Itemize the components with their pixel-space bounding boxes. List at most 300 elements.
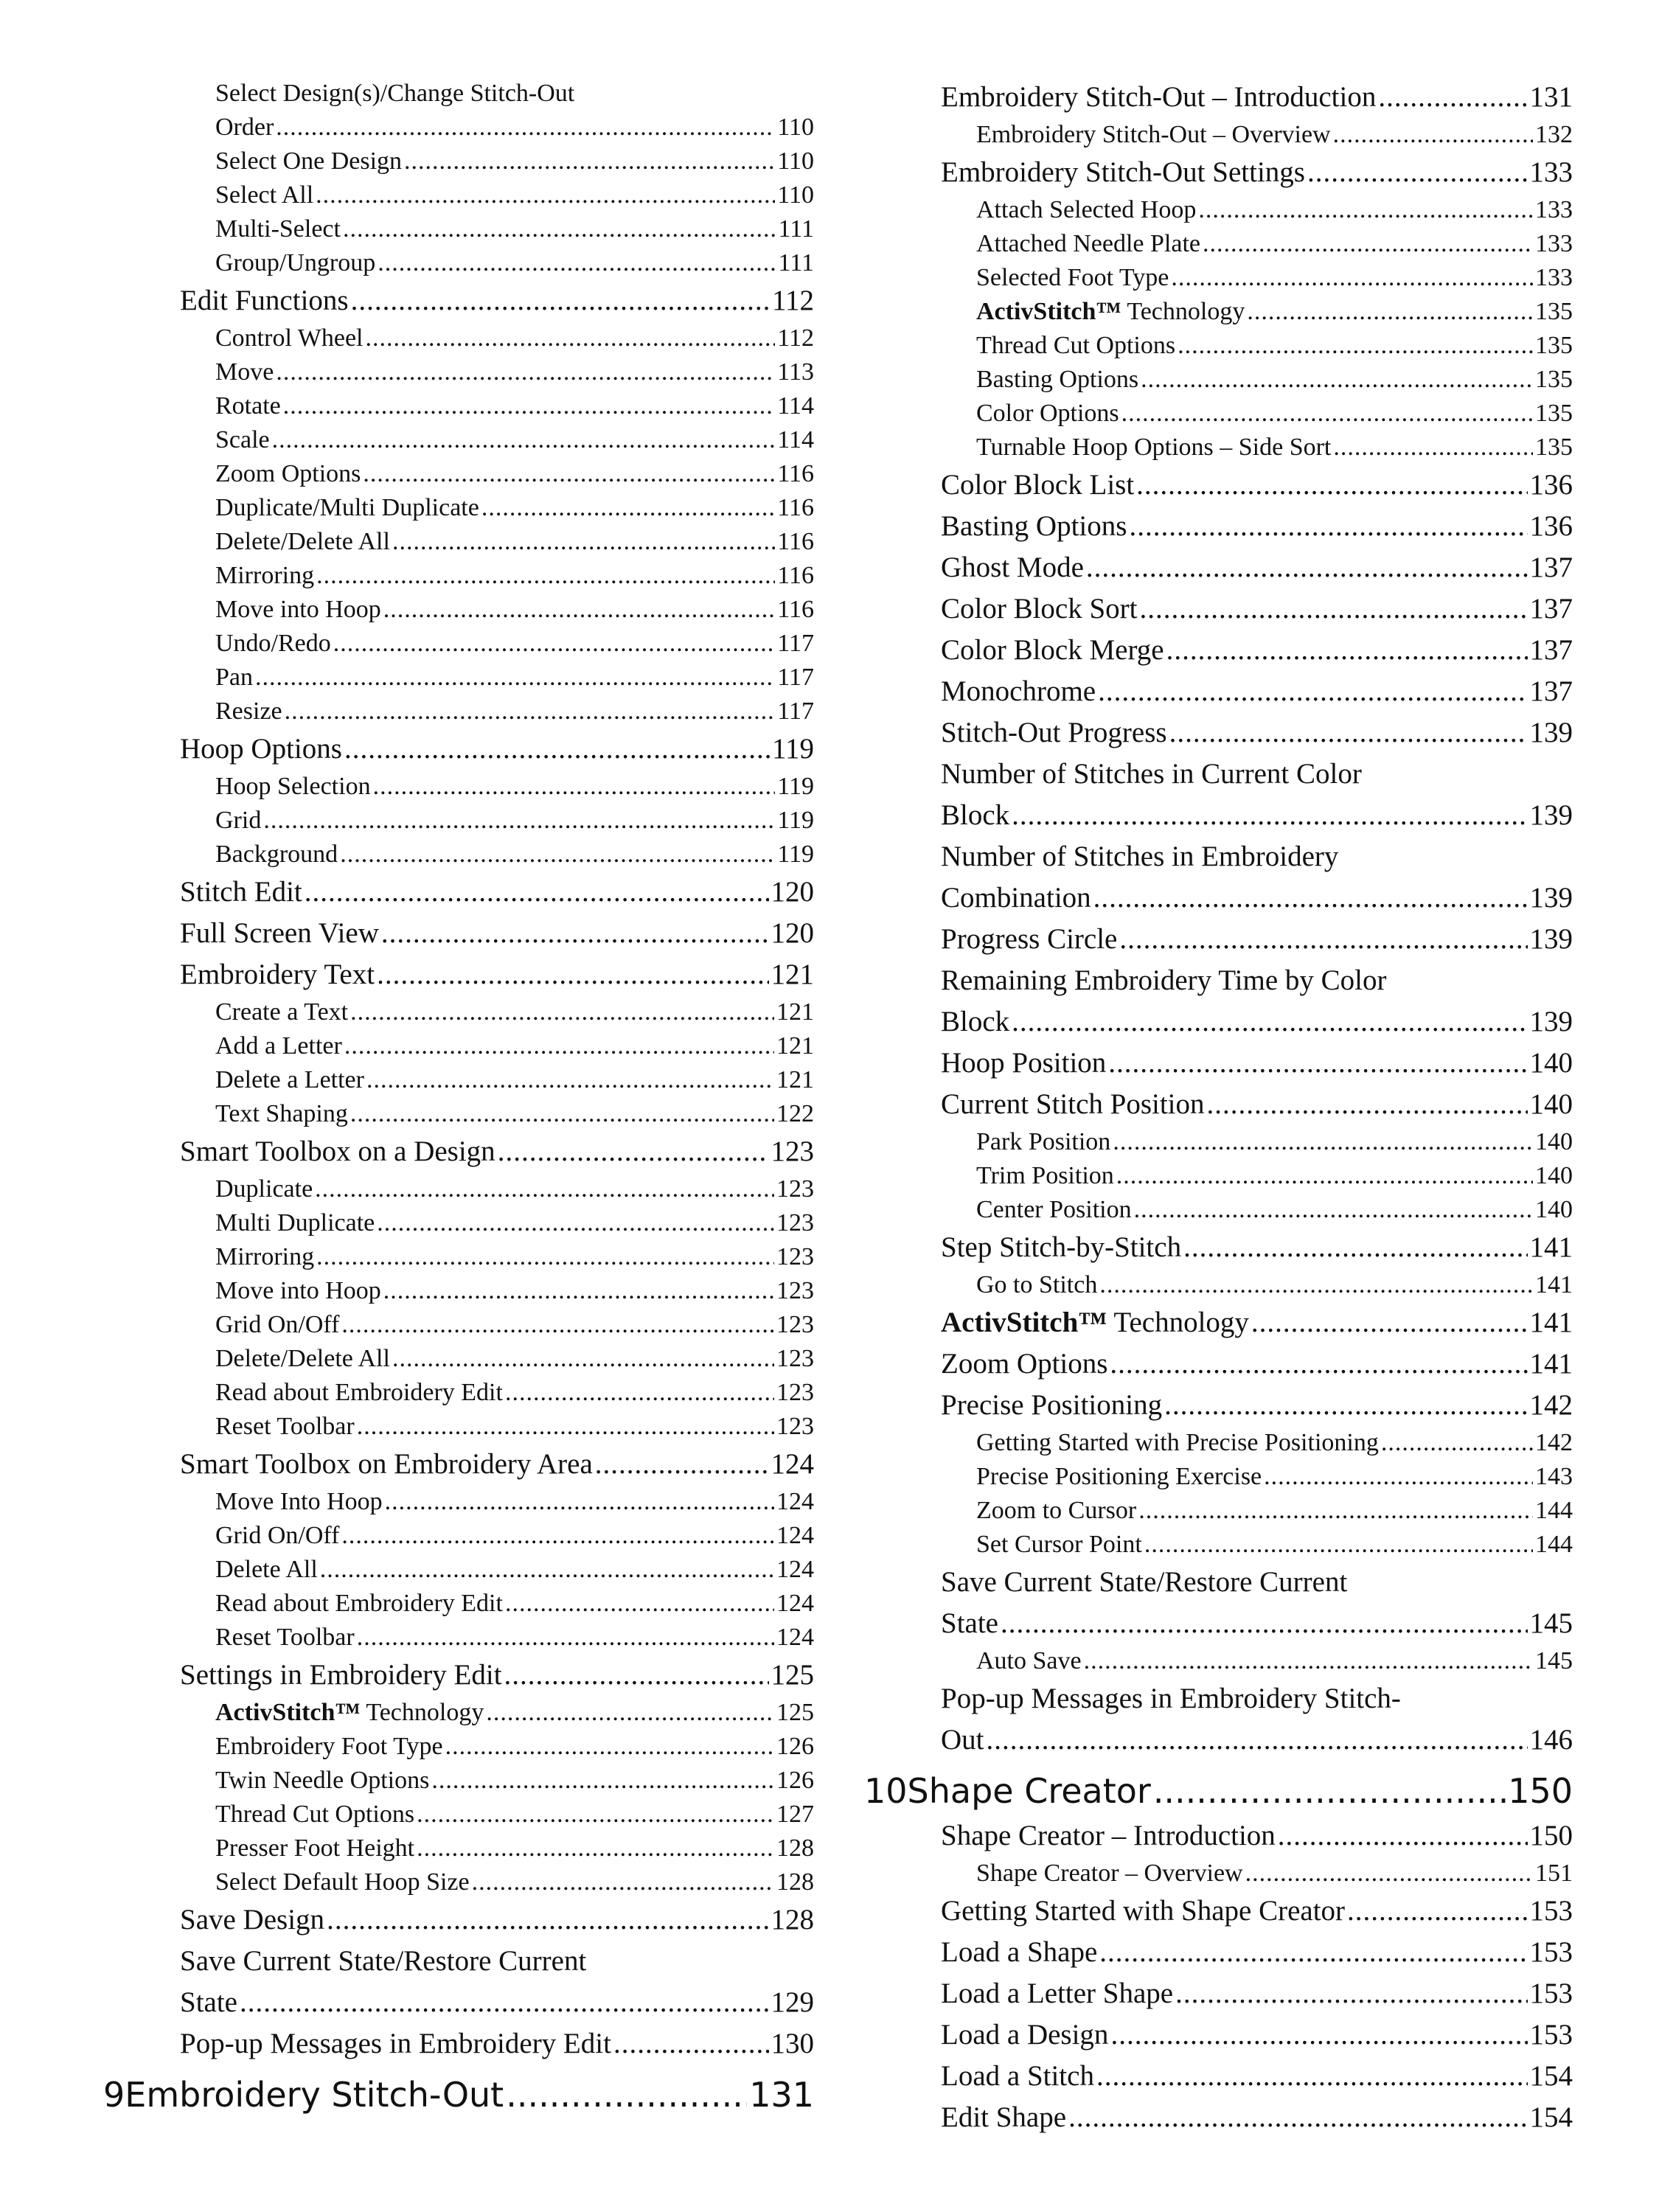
toc-entry-line-1[interactable]: Number of Stitches in Embroidery [941, 841, 1339, 872]
page-number: 121 [776, 1032, 814, 1060]
toc-entry-edit-shape[interactable] [941, 2097, 1573, 2138]
page-number: 123 [776, 1311, 814, 1338]
toc-entry-create-a-text[interactable] [180, 995, 814, 1029]
dot-leader [613, 2023, 769, 2065]
entry-title: Getting Started with Shape Creator [941, 1895, 1346, 1927]
toc-left-column [103, 77, 814, 2119]
toc-entry-duplicate[interactable] [180, 1172, 814, 1206]
dot-leader [341, 1308, 774, 1342]
toc-entry-grid-on-off[interactable] [180, 1308, 814, 1342]
toc-entry-group-ungroup[interactable] [180, 246, 814, 280]
dot-leader [481, 491, 775, 525]
page-number: 133 [1535, 264, 1573, 291]
entry-title: Embroidery Text [180, 959, 375, 990]
entry-title: Read about Embroidery Edit [215, 1379, 503, 1406]
toc-entry-grid-on-off[interactable] [180, 1519, 814, 1553]
toc-entry-line-1[interactable]: Save Current State/Restore Current [941, 1566, 1348, 1598]
page-number: 110 [777, 147, 814, 175]
entry-title: Duplicate/Multi Duplicate [215, 494, 479, 521]
page-number: 121 [771, 959, 814, 990]
toc-entry-delete-a-letter[interactable] [180, 1063, 814, 1097]
dot-leader [383, 593, 775, 627]
toc-entry-line-1[interactable]: Number of Stitches in Current Color [941, 758, 1362, 790]
entry-title: Rotate [215, 392, 281, 420]
dot-leader [385, 1485, 774, 1519]
page-number: 133 [1535, 230, 1573, 257]
entry-title: Load a Shape [941, 1936, 1098, 1968]
page-number: 154 [1529, 2101, 1573, 2133]
page-number: 135 [1535, 434, 1573, 461]
entry-title: Text Shaping [215, 1100, 348, 1127]
entry-title: Thread Cut Options [976, 332, 1176, 359]
toc-entry-load-a-letter-shape[interactable] [941, 1973, 1573, 2014]
entry-title: Selected Foot Type [976, 264, 1169, 291]
page-number: 150 [1529, 1820, 1573, 1851]
dot-leader [1093, 877, 1528, 919]
dot-leader [1164, 1385, 1527, 1426]
toc-entry-stitch-edit[interactable] [180, 872, 814, 913]
entry-title-continued: Out [941, 1724, 984, 1756]
dot-leader [255, 661, 775, 695]
toc-entry-thread-cut-options[interactable] [180, 1798, 814, 1832]
dot-leader [240, 1982, 769, 2023]
toc-entry-technology[interactable] [941, 295, 1573, 329]
toc-entry-move[interactable] [180, 355, 814, 389]
toc-entry-load-a-stitch[interactable] [941, 2056, 1573, 2097]
page-number: 140 [1529, 1047, 1573, 1079]
toc-entry-line-2[interactable] [941, 1603, 1573, 1644]
dot-leader [505, 1376, 774, 1410]
entry-title: Control Wheel [215, 324, 364, 352]
dot-leader [1012, 795, 1527, 836]
entry-title: Attached Needle Plate [976, 230, 1200, 257]
toc-entry-edit-functions[interactable] [180, 280, 814, 321]
toc-entry-stitch-out-progress[interactable] [941, 712, 1573, 754]
toc-entry-duplicate-multi-duplicate[interactable] [180, 491, 814, 525]
dot-leader [506, 2070, 747, 2119]
page-number: 153 [1529, 1936, 1573, 1968]
toc-entry-shape-creator-introduction[interactable] [941, 1815, 1573, 1857]
toc-entry-settings-in-embroidery-edit[interactable] [180, 1655, 814, 1696]
dot-leader [333, 627, 775, 661]
dot-leader [1140, 588, 1528, 630]
toc-entry-move-into-hoop[interactable] [180, 1274, 814, 1308]
dot-leader [1264, 1460, 1533, 1494]
entry-title: Select One Design [215, 147, 403, 175]
page-number: 137 [1529, 552, 1573, 583]
entry-title: Save Design [180, 1904, 325, 1935]
toc-entry-add-a-letter[interactable] [180, 1029, 814, 1063]
toc-entry-color-options[interactable] [941, 397, 1573, 431]
dot-leader [377, 954, 768, 995]
page-number: 119 [777, 841, 814, 868]
dot-leader [1278, 1815, 1528, 1857]
page-number: 144 [1535, 1497, 1573, 1524]
toc-entry-attach-selected-hoop[interactable] [941, 193, 1573, 227]
entry-title: Load a Design [941, 2019, 1109, 2051]
entry-title: Multi Duplicate [215, 1209, 375, 1237]
toc-entry-read-about-embroidery-edit[interactable] [180, 1587, 814, 1621]
page-number: 139 [1529, 882, 1573, 914]
dot-leader [1116, 1159, 1533, 1193]
toc-entry-color-block-sort[interactable] [941, 588, 1573, 630]
dot-leader [505, 1587, 774, 1621]
dot-leader [377, 1206, 774, 1240]
dot-leader [340, 838, 775, 872]
entry-title: Grid [215, 807, 262, 834]
toc-entry-embroidery-foot-type[interactable] [180, 1730, 814, 1764]
toc-entry-trim-position[interactable] [941, 1159, 1573, 1193]
page-number: 123 [771, 1135, 814, 1167]
toc-entry-thread-cut-options[interactable] [941, 329, 1573, 363]
toc-entry-zoom-to-cursor[interactable] [941, 1494, 1573, 1528]
dot-leader [1378, 77, 1527, 118]
entry-title-continued: State [180, 1986, 237, 2018]
toc-entry-embroidery-stitch-out-settings[interactable] [941, 152, 1573, 193]
toc-entry-reset-toolbar[interactable] [180, 1621, 814, 1655]
toc-entry-selected-foot-type[interactable] [941, 261, 1573, 295]
toc-entry-line-2[interactable] [941, 1001, 1573, 1043]
dot-leader [316, 1240, 774, 1274]
page-number: 116 [777, 460, 814, 487]
toc-entry-turnable-hoop-options-side-sort[interactable] [941, 431, 1573, 465]
toc-entry-control-wheel[interactable] [180, 321, 814, 355]
dot-leader [1153, 1767, 1506, 1815]
toc-entry-delete-all[interactable] [180, 1553, 814, 1587]
toc-entry-line-2[interactable] [180, 111, 814, 145]
toc-entry-rotate[interactable] [180, 389, 814, 423]
entry-title-text: Technology [366, 1699, 484, 1726]
entry-title: Current Stitch Position [941, 1088, 1205, 1120]
toc-entry-load-a-design[interactable] [941, 2014, 1573, 2056]
toc-entry-undo-redo[interactable] [180, 627, 814, 661]
toc-entry-text-shaping[interactable] [180, 1097, 814, 1131]
toc-entry-save-design[interactable] [180, 1899, 814, 1941]
dot-leader [498, 1131, 769, 1172]
toc-entry-ghost-mode[interactable] [941, 547, 1573, 588]
entry-title: Go to Stitch [976, 1271, 1098, 1298]
toc-entry-attached-needle-plate[interactable] [941, 227, 1573, 261]
dot-leader [1347, 1891, 1527, 1932]
toc-entry-select-default-hoop-size[interactable] [180, 1865, 814, 1899]
toc-entry-smart-toolbox-on-embroidery-area[interactable] [180, 1444, 814, 1485]
toc-entry-auto-save[interactable] [941, 1644, 1573, 1678]
entry-title-continued: Block [941, 1006, 1010, 1037]
dot-leader [350, 1097, 774, 1131]
dot-leader [315, 1172, 774, 1206]
dot-leader [1171, 261, 1533, 295]
toc-entry-technology[interactable] [180, 1696, 814, 1730]
toc-entry-monochrome[interactable] [941, 671, 1573, 712]
toc-entry-embroidery-stitch-out-introduction[interactable] [941, 77, 1573, 118]
toc-right-column [864, 77, 1573, 2138]
dot-leader [1108, 1043, 1527, 1084]
entry-title: Background [215, 841, 338, 868]
toc-entry-multi-duplicate[interactable] [180, 1206, 814, 1240]
entry-title: Park Position [976, 1128, 1111, 1155]
brand-name: ActivStitch™ [976, 298, 1121, 325]
dot-leader [404, 145, 775, 178]
toc-entry-progress-circle[interactable] [941, 919, 1573, 960]
toc-entry-park-position[interactable] [941, 1125, 1573, 1159]
entry-title-text: Technology [1113, 1307, 1249, 1338]
toc-entry-hoop-selection[interactable] [180, 770, 814, 804]
dot-leader [486, 1696, 774, 1730]
entry-title: Load a Stitch [941, 2060, 1094, 2092]
entry-title: Delete/Delete All [215, 1345, 390, 1372]
toc-entry-line-2[interactable] [180, 1982, 814, 2023]
entry-title: Color Block Merge [941, 634, 1164, 666]
page-number: 110 [777, 114, 814, 141]
entry-title: Hoop Selection [215, 773, 371, 800]
toc-entry-line-2[interactable] [941, 877, 1573, 919]
dot-leader [1251, 1302, 1528, 1343]
toc-entry-basting-options[interactable] [941, 363, 1573, 397]
entry-title: Zoom Options [215, 460, 361, 487]
entry-title: Precise Positioning [941, 1389, 1163, 1421]
entry-title: Attach Selected Hoop [976, 196, 1197, 223]
page-number: 142 [1529, 1389, 1573, 1421]
dot-leader [344, 1029, 774, 1063]
page-number: 123 [776, 1379, 814, 1406]
page-number: 111 [778, 215, 814, 243]
toc-entry-line-1[interactable]: Pop-up Messages in Embroidery Stitch- [941, 1683, 1401, 1714]
page-number: 117 [777, 630, 814, 657]
entry-title: Undo/Redo [215, 630, 331, 657]
toc-entry-resize[interactable] [180, 695, 814, 728]
toc-entry-mirroring[interactable] [180, 1240, 814, 1274]
dot-leader [1113, 1125, 1533, 1159]
page-number: 120 [771, 876, 814, 908]
toc-entry-line-2[interactable] [941, 1719, 1573, 1761]
toc-entry-scale[interactable] [180, 423, 814, 457]
dot-leader [373, 770, 776, 804]
entry-title: Select All [215, 181, 314, 209]
entry-title: Delete All [215, 1556, 318, 1583]
entry-title: Multi-Select [215, 215, 341, 243]
entry-title: Settings in Embroidery Edit [180, 1659, 502, 1691]
toc-entry-center-position[interactable] [941, 1193, 1573, 1227]
toc-entry-grid[interactable] [180, 804, 814, 838]
dot-leader [1144, 1528, 1533, 1562]
page-number: 114 [777, 426, 814, 453]
toc-entry-embroidery-stitch-out-overview[interactable] [941, 118, 1573, 152]
toc-entry-line-2[interactable] [941, 795, 1573, 836]
page-number: 137 [1529, 593, 1573, 625]
entry-title: Zoom Options [941, 1348, 1108, 1380]
page-number: 130 [771, 2028, 814, 2059]
page-number: 140 [1535, 1196, 1573, 1223]
entry-title-continued: Order [215, 114, 274, 141]
toc-entry-twin-needle-options[interactable] [180, 1764, 814, 1798]
toc-entry-set-cursor-point[interactable] [941, 1528, 1573, 1562]
dot-leader [1134, 1193, 1533, 1227]
dot-leader [316, 559, 775, 593]
toc-entry-presser-foot-height[interactable] [180, 1832, 814, 1865]
toc-entry-pop-up-messages-in-embroidery-edit[interactable] [180, 2023, 814, 2065]
dot-leader [366, 321, 776, 355]
toc-entry-mirroring[interactable] [180, 559, 814, 593]
toc-entry-color-block-list[interactable] [941, 465, 1573, 506]
toc-entry-zoom-options[interactable] [941, 1343, 1573, 1385]
brand-name: ActivStitch™ [941, 1307, 1107, 1338]
page-number: 139 [1529, 1006, 1573, 1037]
toc-entry-select-all[interactable] [180, 178, 814, 212]
page-number: 143 [1535, 1463, 1573, 1490]
entry-title: Reset Toolbar [215, 1413, 355, 1440]
toc-entry-zoom-options[interactable] [180, 457, 814, 491]
dot-leader [1333, 431, 1533, 465]
entry-title: Color Block List [941, 469, 1135, 501]
page-number: 119 [777, 773, 814, 800]
dot-leader [350, 995, 774, 1029]
dot-leader [1110, 1343, 1527, 1385]
page-number: 116 [777, 596, 814, 623]
page-number: 132 [1535, 121, 1573, 148]
entry-title: Mirroring [215, 1243, 315, 1270]
entry-title-text: Technology [1127, 298, 1245, 325]
entry-title: Embroidery Stitch-Out – Overview [976, 121, 1331, 148]
chapter-entry[interactable] [103, 2070, 814, 2119]
dot-leader [1099, 1932, 1527, 1973]
entry-title: Embroidery Stitch-Out Settings [941, 156, 1305, 188]
toc-entry-color-block-merge[interactable] [941, 630, 1573, 671]
dot-leader [1136, 465, 1527, 506]
toc-entry-embroidery-text[interactable] [180, 954, 814, 995]
dot-leader [343, 212, 776, 246]
entry-title: Basting Options [976, 366, 1139, 393]
page-number: 123 [776, 1243, 814, 1270]
toc-entry-getting-started-with-shape-creator[interactable] [941, 1891, 1573, 1932]
toc-entry-go-to-stitch[interactable] [941, 1268, 1573, 1302]
dot-leader [357, 1410, 774, 1444]
page-number: 153 [1529, 1895, 1573, 1927]
toc-entry-getting-started-with-precise-positioning[interactable] [941, 1426, 1573, 1460]
toc-entry-select-one-design[interactable] [180, 145, 814, 178]
dot-leader [341, 1519, 774, 1553]
entry-title: Twin Needle Options [215, 1767, 430, 1794]
entry-title: Shape Creator – Overview [976, 1860, 1243, 1887]
dot-leader [1110, 2014, 1527, 2056]
entry-title: Getting Started with Precise Positioning [976, 1429, 1379, 1456]
page-number: 126 [776, 1767, 814, 1794]
toc-entry-load-a-shape[interactable] [941, 1932, 1573, 1973]
chapter-title: Shape Creator [907, 1771, 1151, 1811]
page-number: 125 [776, 1699, 814, 1726]
entry-title: Pan [215, 664, 253, 691]
toc-entry-move-into-hoop[interactable] [180, 1485, 814, 1519]
toc-entry-pan[interactable] [180, 661, 814, 695]
page-number: 135 [1535, 332, 1573, 359]
toc-entry-multi-select[interactable] [180, 212, 814, 246]
entry-title: Delete/Delete All [215, 528, 390, 555]
dot-leader [392, 525, 775, 559]
toc-entry-shape-creator-overview[interactable] [941, 1857, 1573, 1891]
page-number: 135 [1535, 400, 1573, 427]
entry-title: Thread Cut Options [215, 1801, 415, 1828]
entry-title: Edit Shape [941, 2101, 1067, 2133]
page-number: 124 [776, 1522, 814, 1549]
toc-entry-line-1[interactable]: Select Design(s)/Change Stitch-Out [215, 80, 575, 107]
toc-entry-step-stitch-by-stitch[interactable] [941, 1227, 1573, 1268]
dot-leader [1333, 118, 1533, 152]
entry-title: Hoop Position [941, 1047, 1107, 1079]
entry-title: Full Screen View [180, 917, 379, 949]
toc-entry-precise-positioning[interactable] [941, 1385, 1573, 1426]
entry-title: Grid On/Off [215, 1311, 340, 1338]
dot-leader [417, 1798, 774, 1832]
page-number: 140 [1535, 1128, 1573, 1155]
entry-title-continued: State [941, 1607, 998, 1639]
toc-entry-full-screen-view[interactable] [180, 913, 814, 954]
dot-leader [472, 1865, 774, 1899]
toc-entry-read-about-embroidery-edit[interactable] [180, 1376, 814, 1410]
chapter-number: 10 [864, 1771, 908, 1811]
entry-title: Embroidery Stitch-Out – Introduction [941, 81, 1377, 113]
entry-title: Auto Save [976, 1647, 1082, 1674]
entry-title: Group/Ungroup [215, 249, 376, 276]
dot-leader [263, 804, 775, 838]
page-number: 124 [776, 1590, 814, 1617]
dot-leader [316, 178, 775, 212]
toc-entry-line-1[interactable]: Remaining Embroidery Time by Color [941, 964, 1387, 996]
entry-title: Edit Functions [180, 285, 349, 316]
toc-entry-current-stitch-position[interactable] [941, 1084, 1573, 1125]
page-number: 123 [776, 1345, 814, 1372]
dot-leader [1138, 1494, 1533, 1528]
page-number: 116 [777, 562, 814, 589]
page-number: 123 [776, 1277, 814, 1304]
toc-entry-hoop-position[interactable] [941, 1043, 1573, 1084]
toc-entry-line-1[interactable]: Save Current State/Restore Current [180, 1945, 587, 1977]
toc-entry-delete-delete-all[interactable] [180, 525, 814, 559]
toc-entry-reset-toolbar[interactable] [180, 1410, 814, 1444]
toc-entry-background[interactable] [180, 838, 814, 872]
page-number: 141 [1535, 1271, 1573, 1298]
page-number: 150 [1508, 1771, 1573, 1811]
entry-title: Add a Letter [215, 1032, 342, 1060]
dot-leader [504, 1655, 769, 1696]
entry-title: Move [215, 358, 274, 386]
dot-leader [1247, 295, 1533, 329]
chapter-entry[interactable] [864, 1767, 1573, 1815]
toc-entry-smart-toolbox-on-a-design[interactable] [180, 1131, 814, 1172]
dot-leader [378, 246, 776, 280]
toc-entry-hoop-options[interactable] [180, 728, 814, 770]
page-number: 126 [776, 1733, 814, 1760]
page-number: 139 [1529, 799, 1573, 831]
dot-leader [392, 1342, 774, 1376]
page-number: 141 [1529, 1307, 1573, 1338]
toc-entry-basting-options[interactable] [941, 506, 1573, 547]
page-number: 139 [1529, 717, 1573, 748]
toc-entry-delete-delete-all[interactable] [180, 1342, 814, 1376]
page-number: 154 [1529, 2060, 1573, 2092]
entry-title: Precise Positioning Exercise [976, 1463, 1262, 1490]
page-number: 129 [771, 1986, 814, 2018]
dot-leader [1121, 397, 1533, 431]
toc-entry-move-into-hoop[interactable] [180, 593, 814, 627]
dot-leader [366, 1063, 774, 1097]
toc-entry-precise-positioning-exercise[interactable] [941, 1460, 1573, 1494]
page-number: 142 [1535, 1429, 1573, 1456]
toc-entry-technology[interactable] [941, 1302, 1573, 1343]
dot-leader [1068, 2097, 1527, 2138]
dot-leader [1099, 1268, 1533, 1302]
dot-leader [1198, 193, 1533, 227]
page-number: 131 [1529, 81, 1573, 113]
entry-title: Read about Embroidery Edit [215, 1590, 503, 1617]
